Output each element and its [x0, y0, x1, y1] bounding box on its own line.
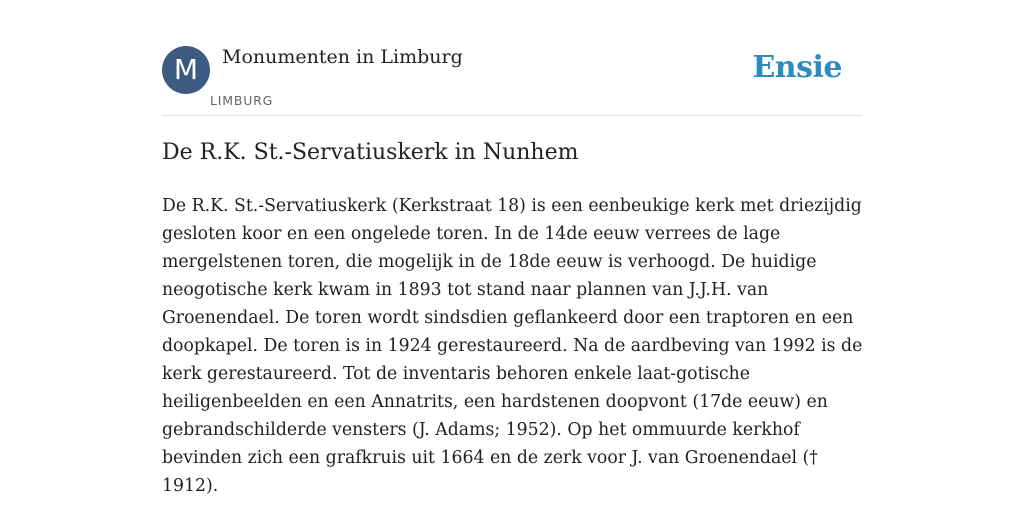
brand-logo[interactable]: Ensie: [752, 50, 842, 85]
header: [162, 46, 862, 116]
divider: [162, 115, 862, 116]
site-title-link[interactable]: Monumenten in Limburg: [222, 46, 463, 68]
avatar[interactable]: M: [162, 46, 210, 94]
category-link[interactable]: LIMBURG: [210, 93, 274, 108]
article-title: De R.K. St.-Servatiuskerk in Nunhem: [162, 140, 579, 165]
article-body: De R.K. St.-Servatiuskerk (Kerkstraat 18) is een eenbeukige kerk met driezijdig gesloten koor en een ongelede toren. In de 14de eeuw verrees de lage mergelstenen toren, die mogelijk in de 18de eeuw is verhoogd. De huidige neogotische kerk kwam in 1893 tot stand naar plannen van J.J.H. van Groenendael. De toren wordt sindsdien geflankeerd door een traptoren en een doopkapel. De toren is in 1924 gerestaureerd. Na de aardbeving van 1992 is de kerk gerestaureerd. Tot de inventaris behoren enkele laat-gotische heiligenbeelden en een Annatrits, een hardstenen doopvont (17de eeuw) en gebrandschilderde vensters (J. Adams; 1952). Op het ommuurde kerkhof bevinden zich een grafkruis uit 1664 en de zerk voor J. van Groenendael († 1912).: [162, 196, 863, 496]
